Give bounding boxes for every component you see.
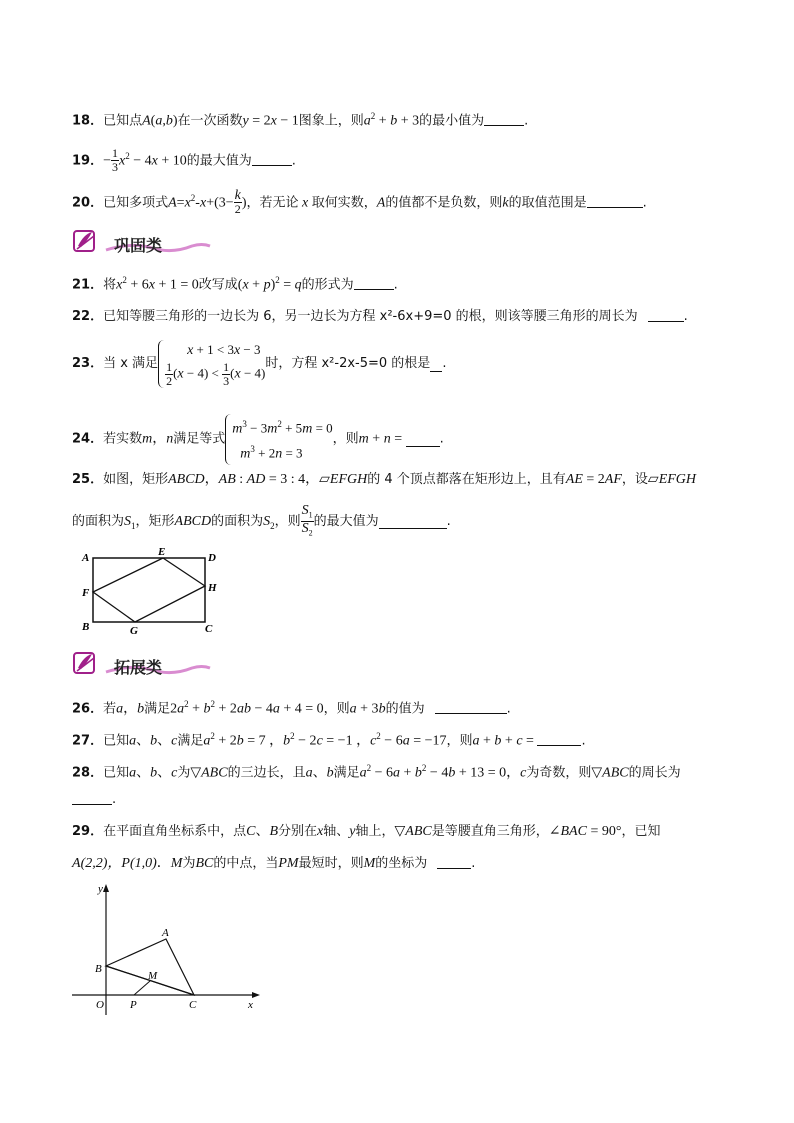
- question-text: 的最小值为: [419, 113, 485, 129]
- question-text: 的最大值为: [313, 513, 379, 529]
- question-text: 若实数: [103, 431, 143, 447]
- question-text: ，已知: [621, 824, 661, 839]
- point-label-o: O: [96, 999, 104, 1011]
- figure-rectangle-parallelogram: [78, 546, 228, 636]
- vertex-label-f: F: [82, 587, 90, 599]
- axis-label-x: x: [248, 999, 253, 1011]
- section-consolidate: [72, 228, 212, 256]
- inequality-system: x + 1 < 3x − 3 $\frac{1}{2}$ (x − 4) < $\frac{1}{3}$ (x − 4): [158, 340, 265, 388]
- question-text: 在一次函数: [177, 113, 243, 129]
- question-text: 已知: [103, 733, 130, 749]
- section-title: 拓展类: [114, 658, 163, 677]
- question-text: 为奇数，则: [526, 765, 592, 781]
- question-number: 20．: [72, 195, 104, 211]
- point-label-c: C: [189, 999, 197, 1011]
- question-text: 的面积为: [211, 513, 264, 529]
- question-text: 取何实数，: [311, 195, 377, 211]
- fraction: $\frac{S_1}{S_2}$: [301, 503, 313, 538]
- question-text: 的值为: [385, 701, 425, 717]
- vertex-label-c: C: [205, 623, 213, 635]
- question-29-line2: A(2,2)，P(1,0)．M为BC的中点，当PM最短时，则M的坐标为 .: [72, 856, 476, 871]
- answer-blank[interactable]: [354, 275, 394, 290]
- vertex-label-e: E: [158, 546, 166, 558]
- question-number: 22．: [72, 309, 104, 324]
- question-28-line2: .: [72, 790, 722, 810]
- vertex-label-d: D: [208, 552, 216, 564]
- question-text: 的取值范围是: [508, 195, 587, 211]
- point-label-m: M: [148, 970, 158, 982]
- question-number: 23．: [72, 356, 104, 371]
- question-text: 最短时，则: [298, 856, 364, 871]
- question-text: 为: [177, 765, 191, 781]
- question-20: 20．已知多项式$A=x^2-x+(3-$ $\frac{k}{2}$ )，若无论 x 取何实数，A的值都不是负数，则k的取值范围是 .: [72, 188, 647, 217]
- question-text: 的形式为: [301, 277, 354, 293]
- question-28: 28．已知a、b、c为▽ABC的三边长，且a、b满足$a^2 - 6a + b^2 - 4b + 13 = 0$，c为奇数，则▽ABC的周长为: [72, 763, 681, 781]
- question-text: 的坐标为: [375, 856, 428, 871]
- question-25-line2: 的面积为$S_1$，矩形ABCD的面积为$S_2$，则 $\frac{S_1}{S_2}$ 的最大值为 .: [72, 503, 451, 538]
- point-label-b: B: [95, 963, 102, 975]
- answer-blank[interactable]: [537, 731, 581, 746]
- question-number: 25．: [72, 472, 104, 487]
- question-text: 满足: [144, 701, 171, 717]
- equation-system: $m^3 - 3m^2 + 5m = 0$ $m^3 + 2n = 3$: [225, 414, 332, 465]
- question-text: 已知点: [103, 113, 143, 129]
- question-number: 19．: [72, 153, 104, 169]
- question-text: 已知等腰三角形的一边长为 6，另一边长为方程 x²-6x+9=0 的根，则该等腰三角形的周长为: [103, 309, 638, 324]
- question-text: 的最大值为: [186, 153, 252, 169]
- question-number: 28．: [72, 765, 104, 781]
- section-extend: [72, 650, 212, 678]
- question-text: 改写成: [198, 277, 238, 293]
- question-text: 在平面直角坐标系中，点: [103, 824, 247, 839]
- vertex-label-a: A: [82, 552, 90, 564]
- question-text: 已知多项式: [103, 195, 169, 211]
- question-text: 的值都不是负数，则: [385, 195, 503, 211]
- question-text: ，矩形: [135, 513, 175, 529]
- axis-label-y: y: [98, 883, 103, 895]
- math: A: [142, 113, 151, 129]
- question-23: 23．当 x 满足 x + 1 < 3x − 3 $\frac{1}{2}$ (x − 4) < $\frac{1}{3}$ (x − 4) 时，方程 x²-2x-5=0 的根是 .: [72, 342, 447, 388]
- question-text: 轴上，: [355, 824, 395, 839]
- question-26: 26．若a，b满足$2a^2 + b^2 + 2ab - 4a + 4 = 0$，则a + 3b的值为 .: [72, 699, 511, 717]
- question-text: 的周长为: [628, 765, 681, 781]
- question-number: 24．: [72, 431, 104, 447]
- question-text: 的面积为: [72, 513, 125, 529]
- question-22: 22．已知等腰三角形的一边长为 6，另一边长为方程 x²-6x+9=0 的根，则该等腰三角形的周长为 .: [72, 309, 688, 324]
- fraction: $\frac{k}{2}$: [234, 188, 241, 217]
- question-text: ，则: [323, 701, 350, 717]
- answer-blank[interactable]: [72, 790, 112, 805]
- question-text: 时，方程 x²-2x-5=0 的根是: [265, 356, 431, 371]
- question-text: 图象上，则: [298, 113, 364, 129]
- section-title: 巩固类: [114, 236, 163, 255]
- answer-blank[interactable]: [587, 193, 643, 208]
- question-21: 21．将$x^2 + 6x + 1 = 0$改写成$(x + p)^2 = q$的形式为 .: [72, 275, 398, 293]
- vertex-label-g: G: [130, 625, 138, 636]
- question-18: 18．已知点A(a,b)在一次函数y = 2x − 1图象上，则$a^2 + b + 3$的最小值为 .: [72, 111, 529, 129]
- question-number: 29．: [72, 824, 104, 839]
- question-text: 若: [103, 701, 117, 717]
- vertex-label-b: B: [82, 621, 90, 633]
- question-24: 24．若实数m，n满足等式 $m^3 - 3m^2 + 5m = 0$ $m^3 + 2n = 3$ ，则m + n = .: [72, 414, 722, 458]
- question-text: ，则: [446, 733, 473, 749]
- question-27: 27．已知a、b、c满足$a^2 + 2b = 7$ ，$b^2 - 2c = -1$ ，$c^2 - 6a = -17$，则a + b + c = .: [72, 731, 586, 749]
- question-text: ，若无论: [246, 195, 299, 211]
- answer-blank[interactable]: [484, 111, 524, 126]
- question-number: 18．: [72, 113, 104, 129]
- question-text: 当 x 满足: [103, 356, 159, 371]
- figure-coordinate-triangle: [68, 880, 268, 1020]
- question-number: 26．: [72, 701, 104, 717]
- answer-blank[interactable]: [648, 307, 684, 322]
- answer-blank[interactable]: [430, 357, 442, 372]
- question-25-line1: 25．如图，矩形ABCD，AB : AD = 3 : 4，▱EFGH的 4 个顶点都落在矩形边上，且有AE = 2AF，设▱EFGH: [72, 472, 697, 487]
- question-number: 27．: [72, 733, 104, 749]
- answer-blank[interactable]: [406, 432, 440, 447]
- answer-blank[interactable]: [435, 699, 507, 714]
- answer-blank[interactable]: [252, 151, 292, 166]
- question-text: ，则: [274, 513, 301, 529]
- question-text: 的中点，当: [213, 856, 279, 871]
- question-text: 满足: [177, 733, 204, 749]
- question-19: 19．− $\frac{1}{3}$ $x^2 - 4x + 10$的最大值为 .: [72, 146, 296, 175]
- question-text: 的 4 个顶点都落在矩形边上，且有: [367, 472, 566, 487]
- point-label-a: A: [162, 927, 169, 939]
- fraction: $\frac{1}{3}$: [112, 146, 118, 175]
- question-text: 轴、: [323, 824, 350, 839]
- answer-blank[interactable]: [437, 854, 471, 869]
- question-number: 21．: [72, 277, 104, 293]
- vertex-label-h: H: [208, 582, 217, 594]
- question-text: 如图，矩形: [103, 472, 169, 487]
- question-text: 的三边长，且: [227, 765, 306, 781]
- question-text: 满足: [333, 765, 360, 781]
- point-label-p: P: [130, 999, 137, 1011]
- question-text: 分别在: [278, 824, 318, 839]
- question-text: 满足等式: [173, 431, 226, 447]
- question-text: 是等腰直角三角形，: [431, 824, 549, 839]
- question-text: ，设: [621, 472, 648, 487]
- question-29: 29．在平面直角坐标系中，点C、B分别在x轴、y轴上，▽ABC是等腰直角三角形，∠BAC = 90°，已知: [72, 824, 661, 839]
- question-text: ，则: [332, 431, 359, 447]
- answer-blank[interactable]: [379, 514, 447, 529]
- question-text: 已知: [103, 765, 130, 781]
- question-text: 为: [182, 856, 196, 871]
- question-text: 将: [103, 277, 117, 293]
